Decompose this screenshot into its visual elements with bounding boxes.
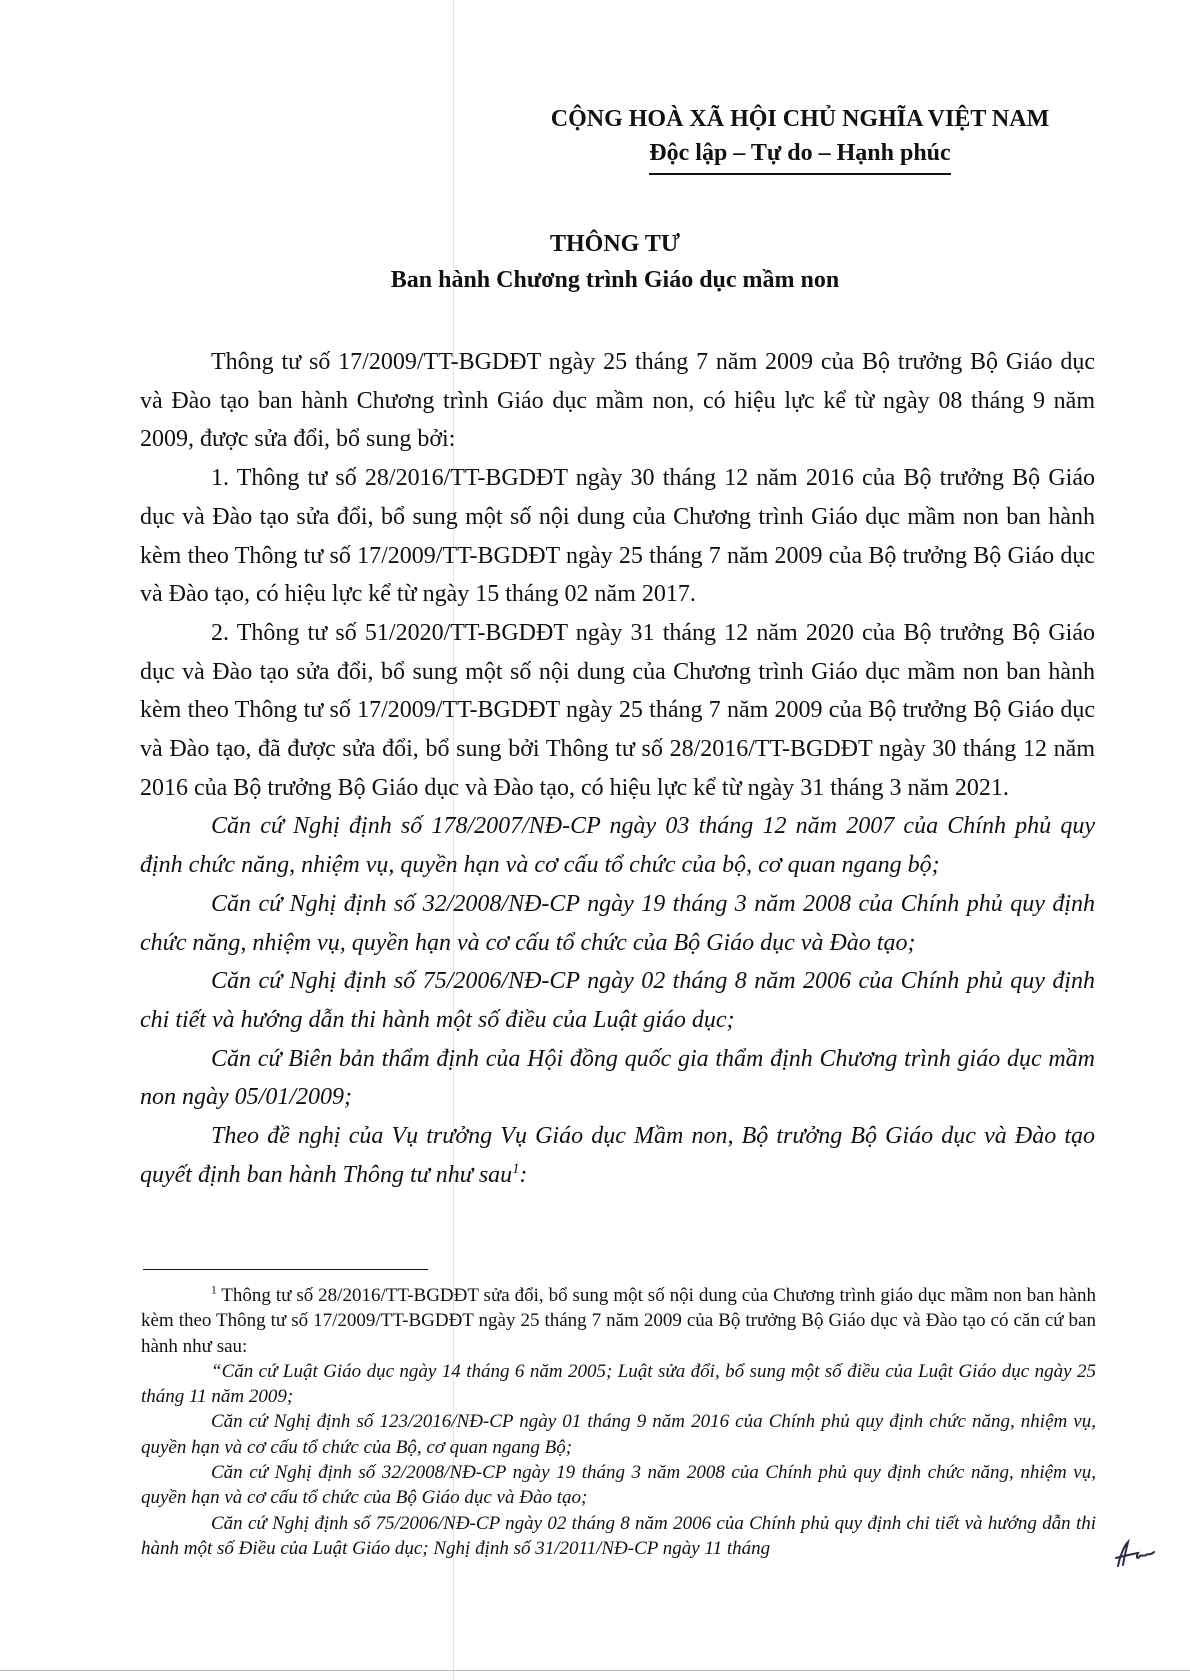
national-header — [530, 102, 1070, 175]
national-motto: Độc lập – Tự do – Hạnh phúc — [649, 136, 950, 175]
footnote-quote-4: Căn cứ Nghị định số 75/2006/NĐ-CP ngày 02 tháng 8 năm 2006 của Chính phủ quy định chi tiết và hướng dẫn thi hành một số Điều của Luật Giáo dục; Nghị định số 31/2011/NĐ-CP ngày 11 tháng — [141, 1512, 1096, 1559]
legal-basis-4: Căn cứ Biên bản thẩm định của Hội đồng quốc gia thẩm định Chương trình giáo dục mầm non ngày 05/01/2009; — [140, 1045, 1095, 1111]
legal-basis-1: Căn cứ Nghị định số 178/2007/NĐ-CP ngày 03 tháng 12 năm 2007 của Chính phủ quy định chức năng, nhiệm vụ, quyền hạn và cơ cấu tổ chức của bộ, cơ quan ngang bộ; — [140, 813, 1095, 879]
page-bottom-edge — [0, 1670, 1190, 1671]
footnote-quote-2: Căn cứ Nghị định số 123/2016/NĐ-CP ngày 01 tháng 9 năm 2016 của Chính phủ quy định chức năng, nhiệm vụ, quyền hạn và cơ cấu tổ chức của Bộ, cơ quan ngang Bộ; — [141, 1411, 1096, 1458]
footnote-marker: 1 — [211, 1284, 217, 1297]
footnotes — [141, 1283, 1096, 1561]
legal-basis-5-text: Theo đề nghị của Vụ trưởng Vụ Giáo dục Mầm non, Bộ trưởng Bộ Giáo dục và Đào tạo quyết định ban hành Thông tư như sau — [140, 1123, 1095, 1188]
footnote-quote-3: Căn cứ Nghị định số 32/2008/NĐ-CP ngày 19 tháng 3 năm 2008 của Chính phủ quy định chức năng, nhiệm vụ, quyền hạn và cơ cấu tổ chức của Bộ Giáo dục và Đào tạo; — [141, 1462, 1096, 1509]
footnote-1-text: Thông tư số 28/2016/TT-BGDĐT sửa đổi, bổ sung một số nội dung của Chương trình giáo dục mầm non ban hành kèm theo Thông tư số 17/2009/TT-BGDĐT ngày 25 tháng 7 năm 2009 của Bộ trưởng Bộ Giáo dục và Đào tạo có căn cứ ban hành như sau: — [141, 1285, 1096, 1357]
document-title — [130, 226, 1100, 298]
footnote-separator — [143, 1269, 428, 1270]
country-name: CỘNG HOÀ XÃ HỘI CHỦ NGHĨA VIỆT NAM — [550, 106, 1050, 132]
intro-paragraph: Thông tư số 17/2009/TT-BGDĐT ngày 25 tháng 7 năm 2009 của Bộ trưởng Bộ Giáo dục và Đào tạo ban hành Chương trình Giáo dục mầm non, có hiệu lực kể từ ngày 08 tháng 9 năm 2009, được sửa đổi, bổ sung bởi: — [140, 349, 1095, 453]
legal-basis-2: Căn cứ Nghị định số 32/2008/NĐ-CP ngày 19 tháng 3 năm 2008 của Chính phủ quy định chức năng, nhiệm vụ, quyền hạn và cơ cấu tổ chức của Bộ Giáo dục và Đào tạo; — [140, 890, 1095, 956]
footnote-1 — [141, 1283, 1096, 1359]
legal-basis-5 — [140, 1117, 1095, 1194]
document-subject: Ban hành Chương trình Giáo dục mầm non — [390, 267, 840, 293]
document-type: THÔNG TƯ — [549, 231, 681, 257]
document-body — [140, 343, 1095, 1194]
legal-basis-5-end: : — [519, 1161, 528, 1188]
initials-signature-icon — [1110, 1538, 1160, 1570]
legal-basis-3: Căn cứ Nghị định số 75/2006/NĐ-CP ngày 02 tháng 8 năm 2006 của Chính phủ quy định chi tiết và hướng dẫn thi hành một số điều của Luật giáo dục; — [140, 968, 1095, 1033]
footnote-quote-1: “Căn cứ Luật Giáo dục ngày 14 tháng 6 năm 2005; Luật sửa đổi, bổ sung một số điều của Luật Giáo dục ngày 25 tháng 11 năm 2009; — [141, 1360, 1096, 1408]
footnote-reference[interactable]: 1 — [512, 1160, 520, 1177]
amendment-item-2: 2. Thông tư số 51/2020/TT-BGDĐT ngày 31 tháng 12 năm 2020 của Bộ trưởng Bộ Giáo dục và Đào tạo sửa đổi, bổ sung một số nội dung của Chương trình Giáo dục mầm non ban hành kèm theo Thông tư số 17/2009/TT-BGDĐT ngày 25 tháng 7 năm 2009 của Bộ trưởng Bộ Giáo dục và Đào tạo, đã được sửa đổi, bổ sung bởi Thông tư số 28/2016/TT-BGDĐT ngày 30 tháng 12 năm 2016 của Bộ trưởng Bộ Giáo dục và Đào tạo, có hiệu lực kể từ ngày 31 tháng 3 năm 2021. — [140, 619, 1095, 801]
amendment-item-1: 1. Thông tư số 28/2016/TT-BGDĐT ngày 30 tháng 12 năm 2016 của Bộ trưởng Bộ Giáo dục và Đào tạo sửa đổi, bổ sung một số nội dung của Chương trình Giáo dục mầm non ban hành kèm theo Thông tư số 17/2009/TT-BGDĐT ngày 25 tháng 7 năm 2009 của Bộ trưởng Bộ Giáo dục và Đào tạo, có hiệu lực kể từ ngày 15 tháng 02 năm 2017. — [140, 465, 1095, 608]
